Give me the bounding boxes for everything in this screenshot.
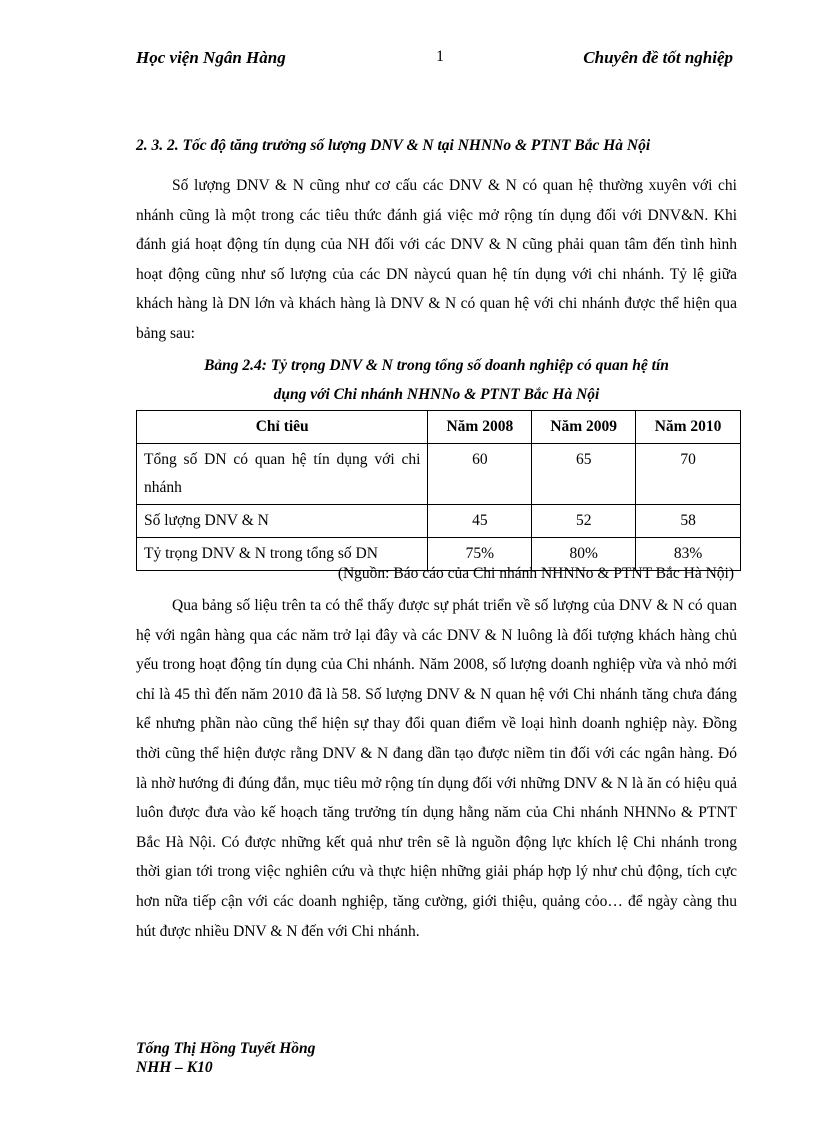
cell-value: 65 — [532, 444, 636, 505]
column-header-indicator: Chỉ tiêu — [137, 411, 428, 444]
table-row — [137, 444, 741, 505]
row-label: Số lượng DNV & N — [137, 505, 428, 538]
table-caption-line-2: dụng với Chi nhánh NHNNo & PTNT Bắc Hà Nội — [273, 386, 600, 403]
paragraph-intro: Số lượng DNV & N cũng như cơ cấu các DNV & N có quan hệ thường xuyên với chi nhánh cũng là một trong các tiêu thức đánh giá việc mở rộng tín dụng đối với DNV&N. Khi đánh giá hoạt động tín dụng của NH đối với các DNV & N cũng phải quan tâm đến tình hình hoạt động cũng như số lượng của các DN nàycú quan hệ tín dụng với chi nhánh. Tỷ lệ giữa khách hàng là DN lớn và khách hàng là DNV & N có quan hệ với chi nhánh được thể hiện qua bảng sau: — [136, 177, 737, 342]
cell-value: 52 — [532, 505, 636, 538]
cell-value: 80% — [532, 538, 636, 571]
table-source-note: (Nguồn: Báo cáo của Chi nhánh NHNNo & PTNT Bắc Hà Nội) — [337, 565, 734, 582]
cell-value: 45 — [428, 505, 532, 538]
header-doc-type: Chuyên đề tốt nghiệp — [583, 48, 733, 67]
cell-value: 58 — [636, 505, 741, 538]
cell-value: 70 — [636, 444, 741, 505]
cell-value: 60 — [428, 444, 532, 505]
cell-value: 83% — [636, 538, 741, 571]
table-caption — [136, 351, 737, 409]
row-label: Tổng số DN có quan hệ tín dụng với chi nhánh — [137, 444, 428, 505]
page-number: 1 — [436, 48, 444, 65]
table-header-row — [137, 411, 741, 444]
column-header-2009: Năm 2009 — [532, 411, 636, 444]
footer-class: NHH – K10 — [136, 1059, 213, 1076]
table-caption-line-1: Bảng 2.4: Tỷ trọng DNV & N trong tổng số doanh nghiệp có quan hệ tín — [204, 357, 669, 374]
header-institution: Học viện Ngân Hàng — [136, 48, 286, 67]
footer-author: Tống Thị Hồng Tuyết Hồng — [136, 1040, 316, 1057]
column-header-2008: Năm 2008 — [428, 411, 532, 444]
row-label: Tỷ trọng DNV & N trong tổng số DN — [137, 538, 428, 571]
paragraph-analysis: Qua bảng số liệu trên ta có thể thấy được sự phát triển về số lượng của DNV & N có quan hệ với ngân hàng qua các năm trở lại đây và các DNV & N luông là đối tượng khách hàng chủ yếu trong hoạt động tín dụng của Chi nhánh. Năm 2008, số lượng doanh nghiệp vừa và nhỏ mới chỉ là 45 thì đến năm 2010 đã là 58. Số lượng DNV & N quan hệ với Chi nhánh tăng chưa đáng kể nhưng phần nào cũng thể hiện sự thay đổi quan điểm về loại hình doanh nghiệp này. Đồng thời cũng thể hiện được rằng DNV & N đang dần tạo được niềm tin đối với các ngân hàng. Đó là nhờ hướng đi đúng đắn, mục tiêu mở rộng tín dụng đối với những DNV & N là ăn có hiệu quả luôn được đưa vào kế hoạch tăng trưởng tín dụng hằng năm của Chi nhánh NHNNo & PTNT Bắc Hà Nội. Có được những kết quả như trên sẽ là nguồn động lực khích lệ Chi nhánh trong thời gian tới trong việc nghiên cứu và thực hiện những giải pháp hợp lý như chủ động, tích cực hơn nữa tiếp cận với các doanh nghiệp, tăng cường, giới thiệu, quảng cỏo… để ngày càng thu hút được nhiều DNV & N đến với Chi nhánh. — [136, 597, 737, 940]
data-table — [136, 410, 741, 571]
section-title: 2. 3. 2. Tốc độ tăng trưởng số lượng DNV & N tại NHNNo & PTNT Bắc Hà Nội — [136, 137, 651, 154]
column-header-2010: Năm 2010 — [636, 411, 741, 444]
cell-value: 75% — [428, 538, 532, 571]
table-row — [137, 505, 741, 538]
